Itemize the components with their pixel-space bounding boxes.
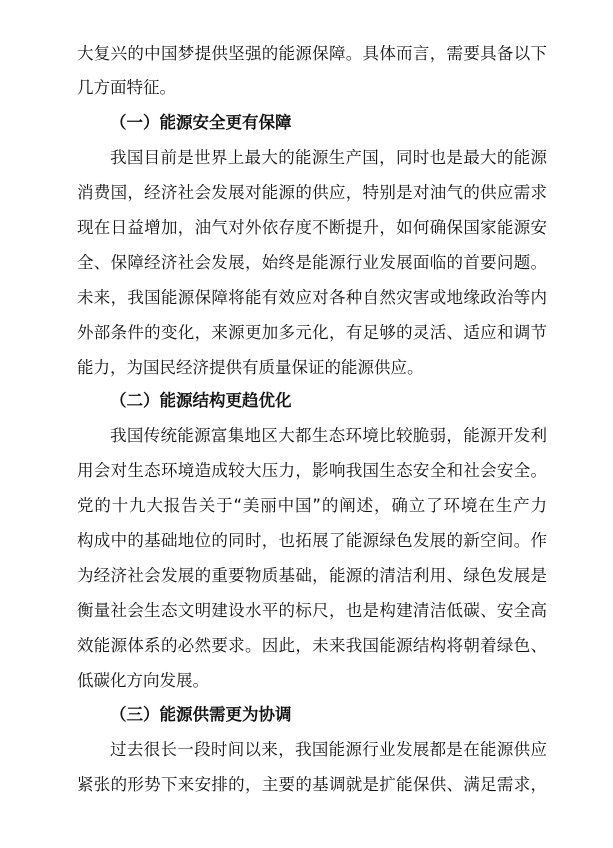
- intro-line: 大复兴的中国梦提供坚强的能源保障。具体而言，需要具备以下: [77, 44, 547, 63]
- paragraph-line: 外部条件的变化，来源更加多元化，有足够的灵活、适应和调节: [77, 323, 547, 342]
- paragraph-line: 未来，我国能源保障将能有效应对各种自然灾害或地缘政治等内: [77, 288, 547, 307]
- paragraph-line: 效能源体系的必然要求。因此，未来我国能源结构将朝着绿色、: [77, 636, 547, 655]
- paragraph-line: 衡量社会生态文明建设水平的标尺，也是构建清洁低碳、安全高: [77, 601, 547, 620]
- section-heading-energy-security: （一）能源安全更有保障: [110, 113, 292, 132]
- paragraph-line: 过去很长一段时间以来，我国能源行业发展都是在能源供应: [110, 740, 547, 759]
- paragraph-line: 为经济社会发展的重要物质基础，能源的清洁利用、绿色发展是: [77, 566, 547, 585]
- intro-line: 几方面特征。: [77, 78, 176, 97]
- paragraph-line: 我国传统能源富集地区大都生态环境比较脆弱，能源开发利: [110, 426, 547, 445]
- section-heading-energy-supply-demand: （三）能源供需更为协调: [110, 705, 292, 724]
- paragraph-line: 党的十九大报告关于“美丽中国”的阐述，确立了环境在生产力: [77, 496, 547, 515]
- paragraph-line: 全、保障经济社会发展，始终是能源行业发展面临的首要问题。: [77, 253, 547, 272]
- section-heading-energy-structure: （二）能源结构更趋优化: [110, 391, 292, 410]
- paragraph-line: 消费国，经济社会发展对能源的供应，特别是对油气的供应需求: [77, 183, 547, 202]
- paragraph-line: 低碳化方向发展。: [77, 671, 209, 690]
- paragraph-line: 能力，为国民经济提供有质量保证的能源供应。: [77, 358, 424, 377]
- paragraph-line: 我国目前是世界上最大的能源生产国，同时也是最大的能源: [110, 148, 547, 167]
- paragraph-line: 构成中的基础地位的同时，也拓展了能源绿色发展的新空间。作: [77, 531, 547, 550]
- paragraph-line: 紧张的形势下来安排的，主要的基调就是扩能保供、满足需求，: [77, 775, 547, 794]
- paragraph-line: 用会对生态环境造成较大压力，影响我国生态安全和社会安全。: [77, 461, 547, 480]
- paragraph-line: 现在日益增加，油气对外依存度不断提升，如何确保国家能源安: [77, 218, 547, 237]
